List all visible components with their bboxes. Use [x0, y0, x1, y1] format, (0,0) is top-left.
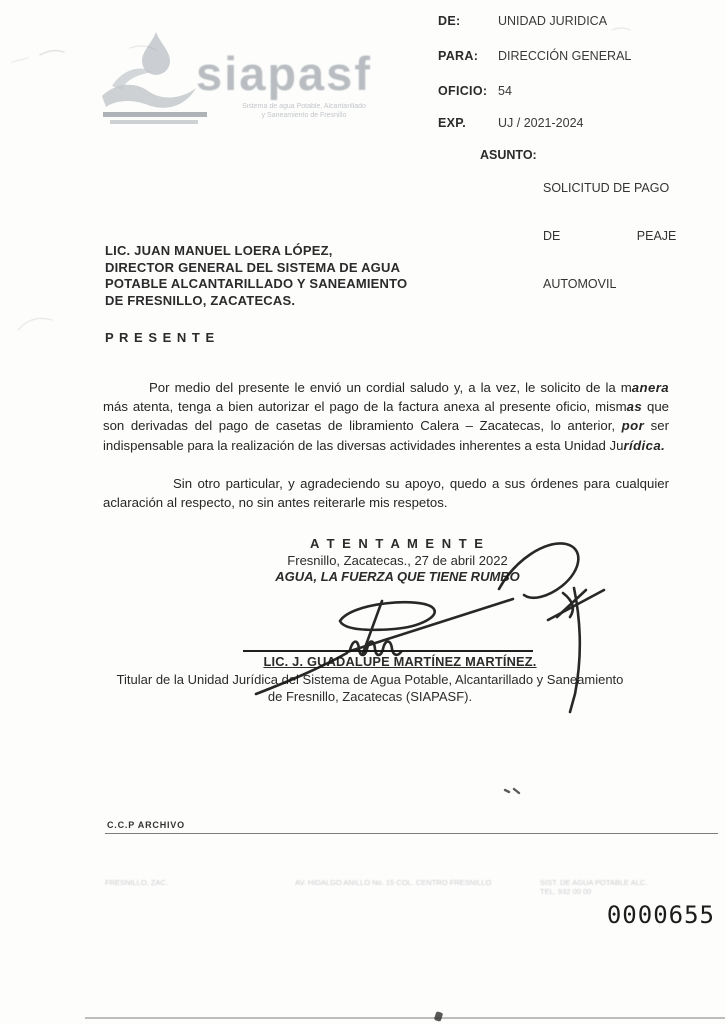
- handwritten-word: anera: [631, 380, 669, 395]
- footer-center: AV. HIDALGO ANILLO No. 15 COL. CENTRO FRESNILLO: [295, 878, 492, 887]
- p2-line2: [103, 493, 669, 512]
- closing-block: [225, 536, 570, 586]
- cc-line: C.C.P ARCHIVO: [107, 820, 185, 830]
- subject-value: SOLICITUD DE PAGO DE PEAJE AUTOMOVIL: [543, 181, 677, 291]
- subject-label: ASUNTO:: [480, 148, 537, 162]
- signer-name: LIC. J. GUADALUPE MARTÍNEZ MARTÍNEZ.: [263, 654, 537, 669]
- field-de: DE: UNIDAD JURIDICA: [438, 14, 608, 28]
- logo-tagline: Sistema de agua Potable, Alcantarillado y Saneamiento de Fresnillo: [242, 103, 366, 119]
- logo-wordmark: siapasf: [196, 47, 372, 100]
- recipient-block: LIC. JUAN MANUEL LOERA LÓPEZ, DIRECTOR GENERAL DEL SISTEMA DE AGUA POTABLE ALCANTARILLADO Y SANEAMIENTO DE FRESNILLO, ZACATECAS.: [105, 243, 408, 308]
- handwritten-word: rídica.: [623, 437, 666, 453]
- p2-line1: [103, 474, 669, 493]
- folio-stamp: 0000655: [606, 901, 715, 929]
- date-line: Fresnillo, Zacatecas., 27 de abril 2022: [287, 552, 508, 568]
- handwritten-word: por: [621, 418, 645, 434]
- siapasf-logo: [96, 28, 406, 138]
- printed-text: son derivadas del pago de casetas de libramiento Calera – Zacatecas, lo anterior,: [103, 418, 622, 434]
- printed-text: ser: [644, 418, 669, 434]
- cc-divider: [105, 833, 718, 834]
- printed-text: que: [642, 399, 669, 415]
- printed-text: más atenta, tenga a bien autorizar el pago de la factura anexa al presente oficio, mism: [103, 399, 627, 415]
- field-oficio: OFICIO: 54: [438, 84, 512, 98]
- printed-text: aclaración al respecto, no sin antes reiterarle mis respetos.: [103, 495, 448, 511]
- p1-line1: [103, 378, 669, 397]
- field-exp: EXP. UJ / 2021-2024: [438, 116, 584, 130]
- printed-text: Por medio del presente le envió un cordial saludo y, a la vez, le solicito de la m: [149, 380, 632, 395]
- pencil-mark: [40, 51, 64, 55]
- p1-line4: [103, 436, 669, 455]
- field-para: PARA: DIRECCIÓN GENERAL: [438, 49, 632, 63]
- body-paragraph-2: [103, 474, 669, 512]
- scan-edge-line: [85, 1017, 725, 1019]
- handwritten-word: as: [626, 399, 643, 415]
- footer-left: FRESNILLO, ZAC.: [105, 878, 168, 887]
- p1-line3: [103, 416, 669, 435]
- printed-text: indispensable para la realización de las diversas actividades inherentes a esta Unidad Ju: [103, 437, 624, 453]
- p1-line2: [103, 397, 669, 416]
- motto-line: AGUA, LA FUERZA QUE TIENE RUMBO: [275, 569, 520, 584]
- footer-right: SIST. DE AGUA POTABLE ALC. TEL. 932 00 00: [540, 878, 648, 896]
- signer-title: Titular de la Unidad Jurídica del Sistema de Agua Potable, Alcantarillado y Saneamiento de Fresnillo, Zacatecas (SIAPASF).: [116, 672, 624, 704]
- presente-line: P R E S E N T E: [105, 330, 216, 345]
- signature-rule: [243, 650, 533, 652]
- ink-speck: [434, 1011, 443, 1022]
- atentamente-line: A T E N T A M E N T E: [310, 536, 485, 551]
- printed-text: Sin otro particular, y agradeciendo su apoyo, quedo a sus órdenes para cualquier: [173, 476, 669, 491]
- body-paragraph-1: [103, 378, 669, 455]
